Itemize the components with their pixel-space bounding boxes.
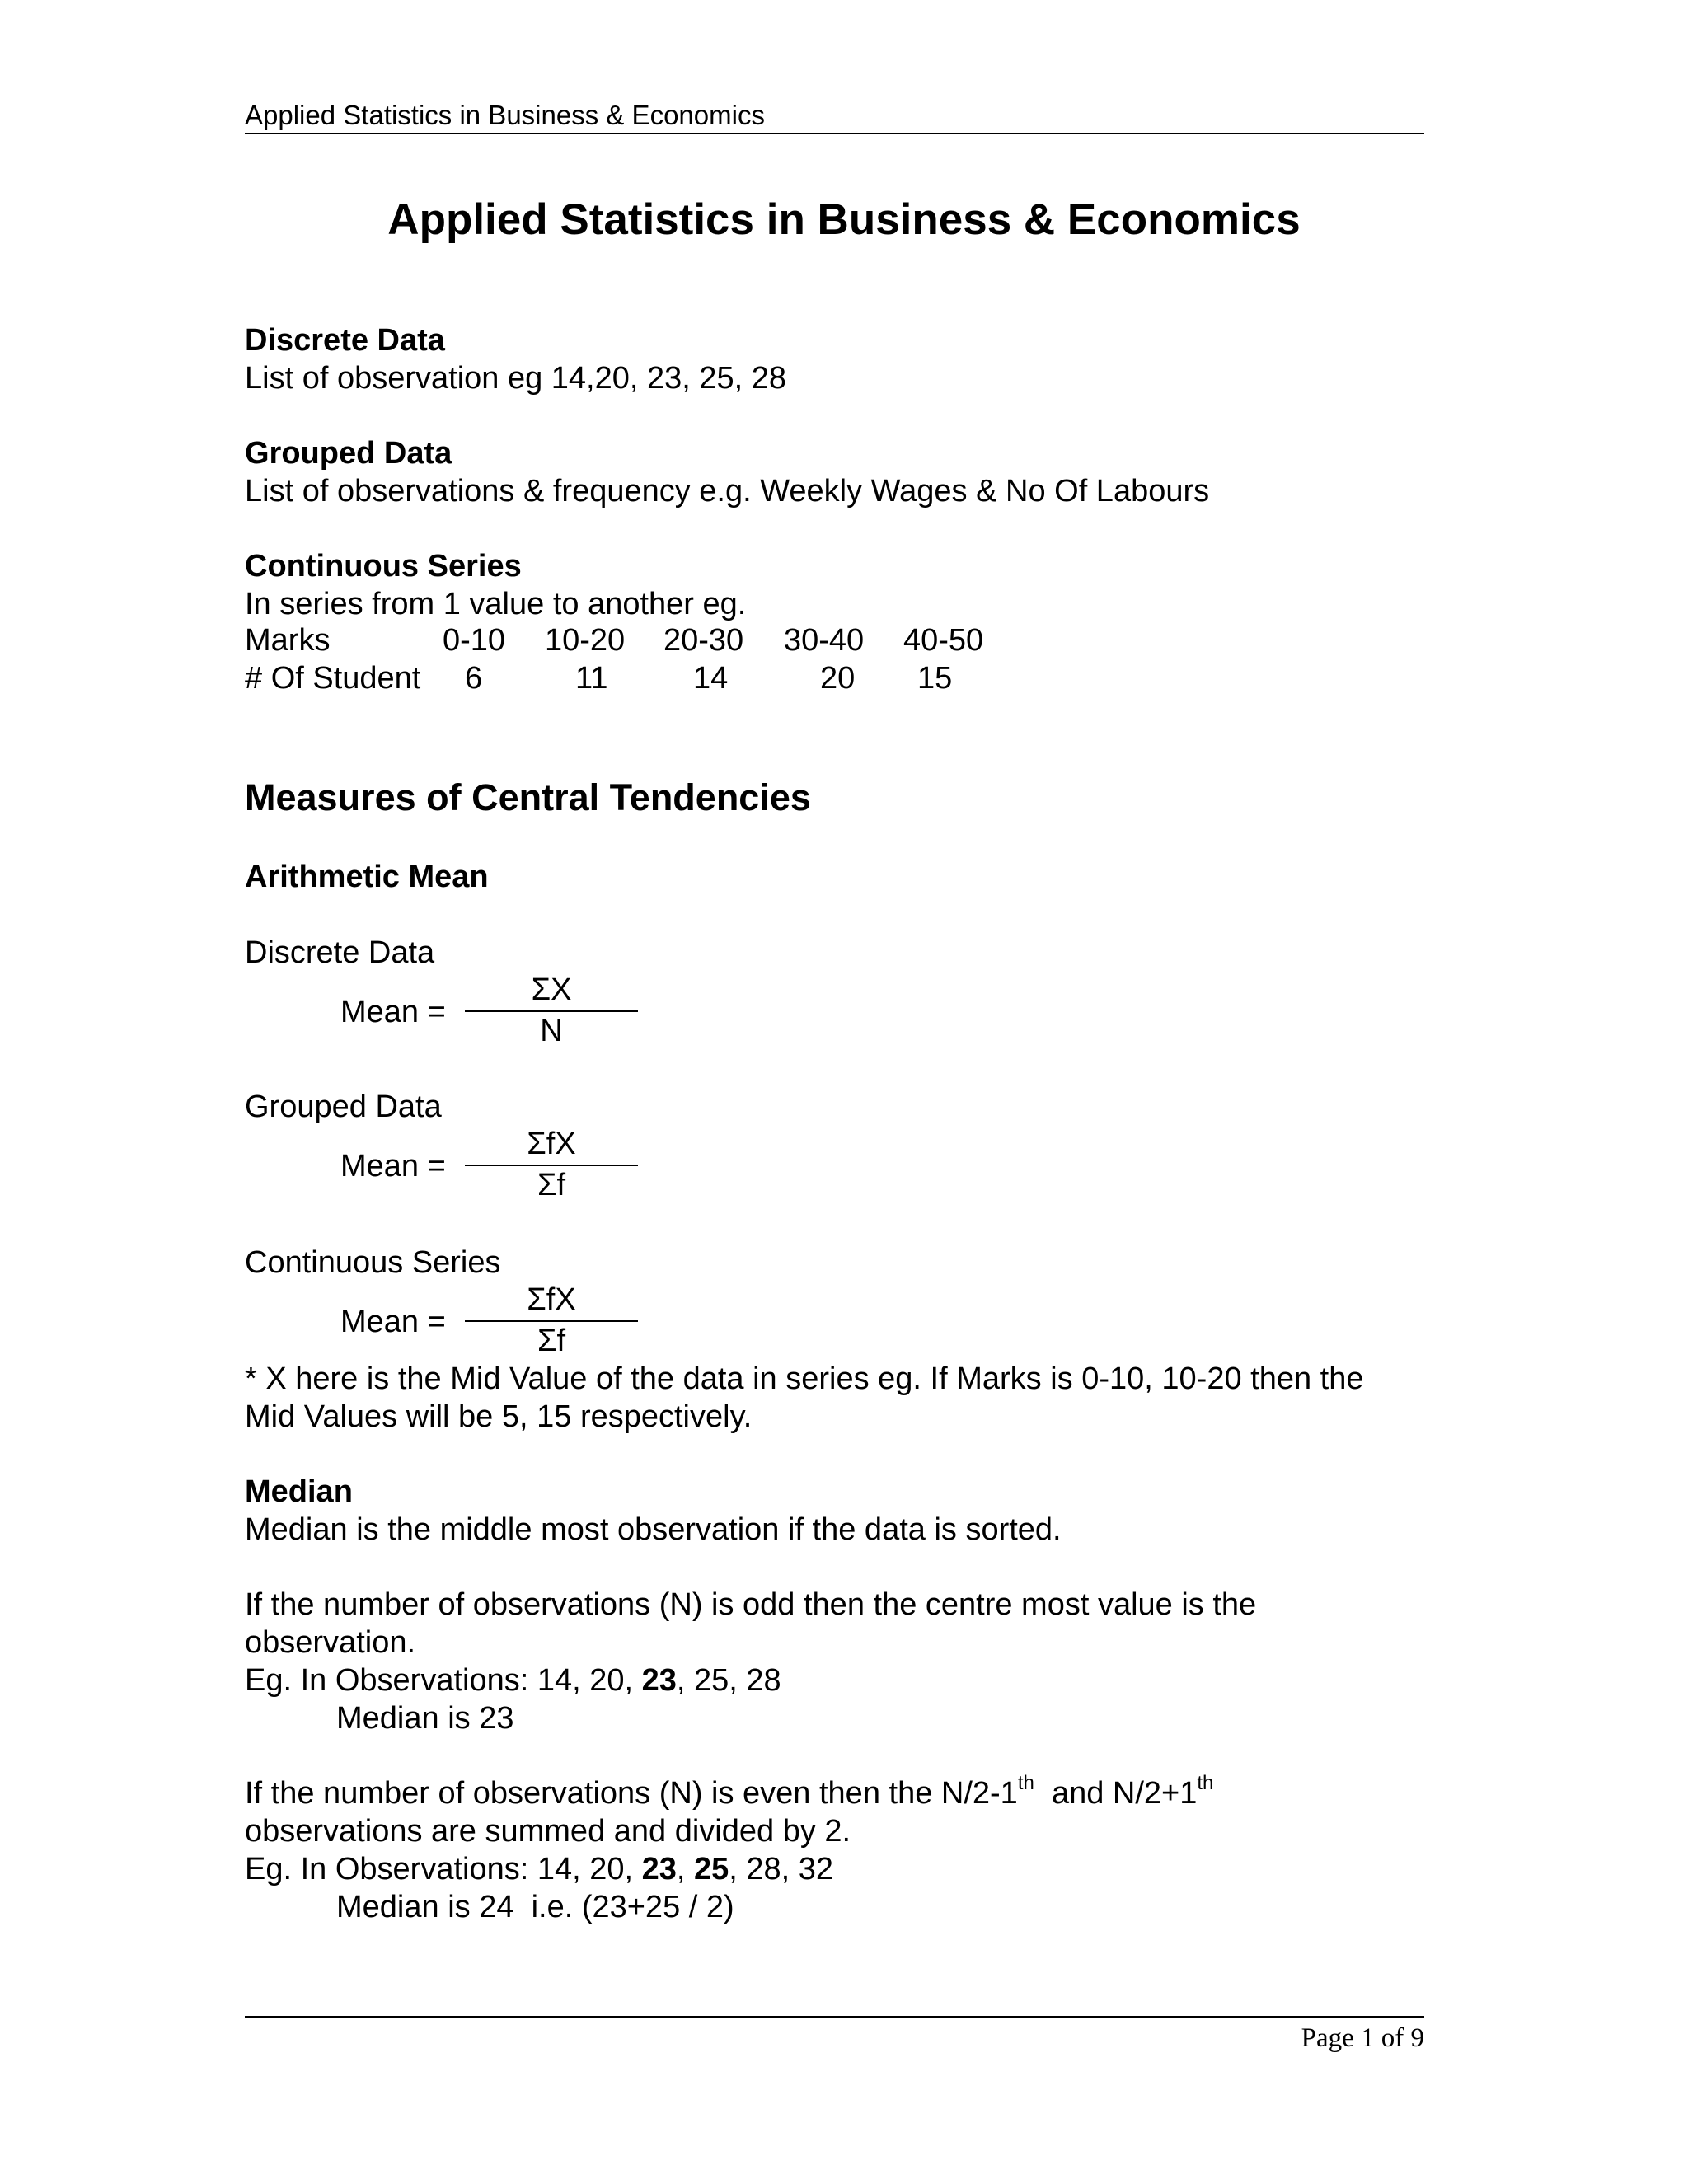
fraction-bar [465,1165,638,1166]
central-tendency-heading: Measures of Central Tendencies [245,776,811,818]
formula-denominator: Σf [537,1324,566,1358]
median-value-highlight: 25 [694,1852,729,1886]
median-even-result: Median is 24 i.e. (23+25 / 2) [336,1890,734,1924]
discrete-data-text: List of observation eg 14,20, 23, 25, 28 [245,361,787,396]
mean-label: Mean = [340,1305,446,1339]
table-cell: 40-50 [903,623,984,658]
footer-rule [245,2016,1424,2018]
table-cell: 0-10 [443,623,506,658]
continuous-series-heading: Continuous Series [245,549,522,583]
median-value-highlight: 23 [641,1852,677,1886]
median-odd-rule: If the number of observations (N) is odd then the centre most value is the [245,1587,1257,1622]
formula-numerator: ΣX [531,972,572,1007]
page-title: Applied Statistics in Business & Economics [387,195,1301,244]
fraction-bar [465,1320,638,1322]
mean-label: Mean = [340,1149,446,1183]
superscript: th [1197,1772,1214,1795]
table-cell: 15 [917,661,953,696]
example-text: , 28, 32 [729,1852,834,1886]
table-cell: 10-20 [545,623,626,658]
continuous-series-label: Continuous Series [245,1245,501,1280]
header-rule [245,133,1424,134]
median-heading: Median [245,1474,353,1509]
median-even-rule-cont: observations are summed and divided by 2. [245,1814,851,1849]
mean-label: Mean = [340,995,446,1029]
median-value-highlight: 23 [641,1663,677,1698]
median-even-example [245,1850,833,1888]
example-text: , 25, 28 [676,1663,781,1698]
median-odd-result: Median is 23 [336,1701,514,1736]
fraction-bar [465,1010,638,1012]
example-text: , [676,1852,695,1886]
table-cell: 14 [693,661,729,696]
superscript: th [1017,1772,1034,1795]
table-cell: 20 [820,661,856,696]
table-cell: 6 [465,661,483,696]
rule-text: and N/2+1 [1034,1776,1198,1811]
table-cell: 11 [575,661,608,696]
page-number: Page 1 of 9 [1301,2023,1424,2053]
formula-denominator: Σf [537,1168,566,1202]
table-cell: 20-30 [663,623,744,658]
table-row-label: Marks [245,623,331,658]
formula-numerator: ΣfX [527,1282,576,1317]
median-definition: Median is the middle most observation if the data is sorted. [245,1512,1062,1547]
grouped-data-heading: Grouped Data [245,436,452,471]
formula-denominator: N [540,1014,563,1048]
example-text: Eg. In Observations: 14, 20, [245,1852,642,1886]
continuous-series-text: In series from 1 value to another eg. [245,587,747,621]
rule-text: If the number of observations (N) is even then the N/2-1 [245,1776,1018,1811]
discrete-data-label: Discrete Data [245,935,435,970]
grouped-data-label: Grouped Data [245,1090,442,1124]
arithmetic-mean-heading: Arithmetic Mean [245,860,489,894]
table-row-label: # Of Student [245,661,421,696]
formula-numerator: ΣfX [527,1127,576,1161]
example-text: Eg. In Observations: 14, 20, [245,1663,642,1698]
running-header: Applied Statistics in Business & Economics [245,100,765,130]
mid-value-note: * X here is the Mid Value of the data in series eg. If Marks is 0-10, 10-20 then the [245,1361,1364,1396]
median-odd-example [245,1661,781,1699]
discrete-data-heading: Discrete Data [245,323,445,358]
table-cell: 30-40 [784,623,865,658]
median-even-rule [245,1774,1213,1812]
mid-value-note-cont: Mid Values will be 5, 15 respectively. [245,1399,753,1434]
grouped-data-text: List of observations & frequency e.g. Weekly Wages & No Of Labours [245,474,1210,509]
median-odd-rule-cont: observation. [245,1625,416,1660]
